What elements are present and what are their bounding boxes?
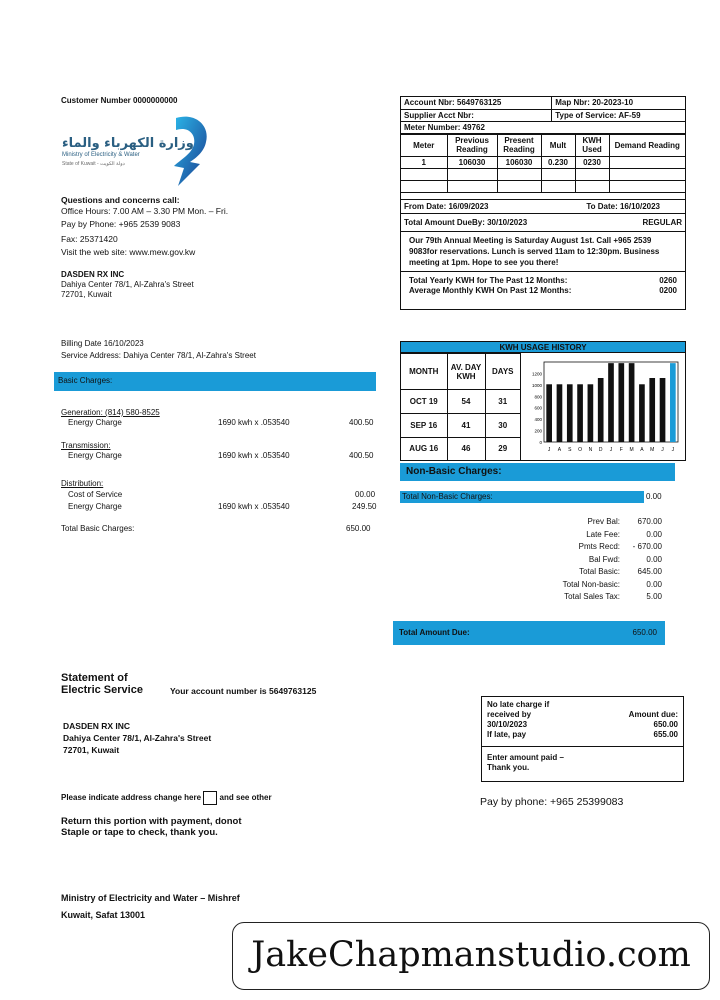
meter-number: Meter Number: 49762 [401, 121, 685, 133]
regular-label: REGULAR [642, 217, 682, 227]
stub-amount: 650.00 [653, 720, 678, 729]
map-number: Map Nbr: 20-2023-10 [552, 97, 685, 109]
account-summary [540, 516, 662, 604]
pay-by-phone-line: Pay by Phone: +965 2539 9083 [61, 219, 181, 229]
address-change-row [61, 791, 272, 805]
logo-arabic-text: وزارة الكهرباء والماء [62, 136, 194, 151]
stub-enter-amount[interactable] [482, 753, 683, 763]
generation-energy-charge: Energy Charge [68, 418, 122, 427]
remit-address-block [63, 720, 211, 756]
kwh-header: DAYS [485, 354, 521, 390]
address-change-text-post: and see other [219, 793, 272, 803]
y-tick-label: 0 [539, 440, 542, 445]
kwh-cell: SEP 16 [401, 414, 447, 438]
summary-label: Prev Bal: [587, 517, 620, 526]
summary-label: Pmts Recd: [578, 542, 620, 551]
chart-bar [608, 363, 614, 442]
total-basic-charges-value: 650.00 [346, 524, 371, 533]
kwh-cell: 54 [447, 390, 485, 414]
kwh-header: MONTH [401, 354, 447, 390]
type-of-service: Type of Service: AF-59 [552, 109, 685, 121]
summary-value: 0.00 [646, 579, 662, 589]
summary-value: 670.00 [637, 517, 662, 526]
cost-of-service-label: Cost of Service [68, 490, 123, 499]
meter-cell: 106030 [497, 156, 541, 168]
y-tick-label: 1200 [531, 371, 542, 377]
y-tick-label: 600 [534, 405, 542, 411]
summary-label: Bal Fwd: [588, 554, 620, 564]
meter-cell [575, 180, 609, 192]
kwh-history-title: KWH USAGE HISTORY [401, 342, 685, 353]
meter-cell [541, 180, 575, 192]
meter-cell: 0.230 [541, 156, 575, 168]
meter-cell [497, 180, 541, 192]
customer-number: Customer Number 0000000000 [61, 96, 178, 105]
x-tick-label: M [650, 447, 655, 453]
address-change-checkbox[interactable] [203, 791, 217, 805]
table-row [401, 180, 685, 192]
customer-name: DASDEN RX INC [61, 270, 125, 279]
transmission-amount: 400.50 [349, 451, 374, 460]
basic-charges-header: Basic Charges: [58, 376, 113, 385]
kwh-cell: 30 [485, 414, 521, 438]
account-info-box [400, 96, 686, 310]
meter-header: KWH Used [575, 134, 609, 156]
logo-sub-text: State of Kuwait - دولة الكويت [62, 161, 125, 167]
x-tick-label: J [661, 447, 664, 453]
meter-cell [609, 156, 685, 168]
list-item [540, 591, 662, 604]
summary-label: Total Sales Tax: [564, 592, 620, 601]
pay-by-phone: Pay by phone: +965 25399083 [480, 796, 624, 808]
x-tick-label: M [629, 447, 634, 453]
meter-header: Mult [541, 134, 575, 156]
meter-cell [609, 168, 685, 180]
non-basic-total-label: Total Non-Basic Charges: [402, 492, 493, 501]
stub-received-by: received by [487, 710, 532, 719]
remit-name: DASDEN RX INC [63, 721, 131, 731]
kwh-history-table [401, 353, 521, 460]
transmission-rate: 1690 kwh x .053540 [218, 451, 290, 460]
meter-cell [447, 180, 497, 192]
generation-rate: 1690 kwh x .053540 [218, 418, 290, 427]
remit-address-line2: 72701, Kuwait [63, 745, 120, 755]
statement-title-line2: Electric Service [61, 684, 143, 696]
customer-address-line1: Dahiya Center 78/1, Al-Zahra's Street [61, 280, 194, 289]
y-tick-label: 800 [534, 394, 542, 400]
date-range [401, 199, 685, 213]
meter-header: Demand Reading [609, 134, 685, 156]
non-basic-header: Non-Basic Charges: [406, 466, 502, 477]
stub-if-late: If late, pay [487, 730, 527, 739]
stub-no-late: No late charge if [487, 700, 550, 709]
chart-bar [629, 363, 635, 442]
x-tick-label: A [640, 447, 644, 453]
kwh-usage-history [400, 341, 686, 461]
customer-address-line2: 72701, Kuwait [61, 290, 112, 299]
total-due-by-row [401, 213, 685, 231]
y-tick-label: 400 [534, 417, 542, 423]
stub-row [482, 730, 683, 740]
meter-cell [575, 168, 609, 180]
yearly-kwh-label: Total Yearly KWH for The Past 12 Months: [409, 275, 568, 285]
meter-cell: 1 [401, 156, 447, 168]
table-row [401, 390, 521, 414]
logo-english-text: Ministry of Electricity & Water [62, 152, 140, 158]
meter-cell [401, 180, 447, 192]
transmission-label: Transmission: [61, 441, 111, 450]
yearly-kwh-value: 0260 [659, 275, 677, 285]
fax-line: Fax: 25371420 [61, 234, 118, 244]
summary-value: 0.00 [646, 554, 662, 564]
meter-header: Previous Reading [447, 134, 497, 156]
distribution-label: Distribution: [61, 479, 104, 488]
from-date: From Date: 16/09/2023 [404, 201, 489, 211]
summary-label: Late Fee: [586, 529, 620, 539]
kwh-totals [401, 271, 685, 296]
total-due-by: Total Amount DueBy: 30/10/2023 [404, 217, 528, 227]
x-tick-label: J [671, 447, 675, 453]
kwh-header: AV. DAY KWH [447, 354, 485, 390]
x-tick-label: J [547, 447, 551, 453]
payment-stub [481, 696, 684, 782]
list-item [540, 541, 662, 554]
kwh-cell: 31 [485, 390, 521, 414]
x-tick-label: S [568, 447, 572, 453]
list-item [540, 554, 662, 567]
stub-amount-due-label: Amount due: [628, 710, 678, 719]
total-basic-charges-label: Total Basic Charges: [61, 524, 135, 533]
table-row [401, 414, 521, 438]
meter-reading-table [401, 134, 685, 193]
chart-bar [557, 384, 563, 442]
total-amount-due-value: 650.00 [632, 628, 657, 637]
meter-cell: 0230 [575, 156, 609, 168]
summary-value: 5.00 [646, 592, 662, 601]
total-amount-due-label: Total Amount Due: [399, 628, 470, 637]
kwh-bar-chart [522, 354, 684, 459]
non-basic-header-bar [400, 463, 675, 481]
kwh-cell: 29 [485, 438, 521, 460]
kwh-cell: 46 [447, 438, 485, 460]
statement-title [61, 672, 143, 696]
x-tick-label: F [619, 447, 623, 453]
total-amount-due-bar [393, 621, 665, 645]
distribution-amount: 249.50 [352, 502, 377, 511]
customer-address-block [61, 270, 194, 300]
chart-bar [618, 363, 624, 442]
table-row [401, 156, 685, 168]
stub-enter-line1: Enter amount paid – [487, 753, 564, 762]
stub-row [482, 700, 683, 710]
meter-cell [497, 168, 541, 180]
website-line: Visit the web site: www.mew.gov.kw [61, 247, 196, 257]
to-date: To Date: 16/10/2023 [586, 201, 660, 211]
annual-meeting-message: Our 79th Annual Meeting is Saturday August 1st. Call +965 2539 9083for reservations. Lunch is served 11am to 12:30pm. Business meeting at 1pm. Hope to see you there! [409, 235, 660, 267]
kwh-cell: OCT 19 [401, 390, 447, 414]
list-item [540, 566, 662, 579]
summary-value: 645.00 [637, 567, 662, 576]
address-change-text: Please indicate address change here [61, 793, 202, 803]
x-tick-label: D [598, 447, 603, 453]
stub-date: 30/10/2023 [487, 720, 528, 729]
list-item [540, 529, 662, 542]
monthly-kwh-value: 0200 [659, 285, 677, 295]
stub-enter-line2: Thank you. [487, 763, 530, 772]
logo-bolt-icon [166, 112, 212, 188]
chart-bar [649, 378, 655, 442]
non-basic-total-bar [400, 491, 644, 503]
generation-amount: 400.50 [349, 418, 374, 427]
chart-bar [660, 378, 666, 442]
generation-label: Generation: (814) 580-8525 [61, 408, 160, 417]
list-item [540, 579, 662, 592]
footer-address [61, 890, 240, 924]
chart-bar [546, 384, 552, 442]
y-tick-label: 200 [534, 428, 542, 434]
non-basic-total-value: 0.00 [646, 492, 662, 501]
contact-block [61, 195, 291, 258]
cost-of-service-amount: 00.00 [355, 490, 376, 499]
x-tick-label: N [588, 447, 593, 453]
service-address: Service Address: Dahiya Center 78/1, Al-Zahra's Street [61, 351, 256, 360]
office-hours: Office Hours: 7.00 AM – 3.30 PM Mon. – Fri. [61, 206, 229, 216]
monthly-kwh-label: Average Monthly KWH On Past 12 Months: [409, 285, 572, 295]
footer-line2: Kuwait, Safat 13001 [61, 910, 146, 920]
meter-header: Meter [401, 134, 447, 156]
meter-header: Present Reading [497, 134, 541, 156]
footer-line1: Ministry of Electricity and Water – Mishref [61, 893, 240, 903]
stub-late-amount: 655.00 [653, 730, 678, 739]
return-line2: Staple or tape to check, thank you. [61, 827, 218, 838]
distribution-energy-charge: Energy Charge [68, 502, 122, 511]
basic-charges-header-bar [54, 372, 376, 391]
distribution-rate: 1690 kwh x .053540 [218, 502, 290, 511]
chart-bar [598, 378, 604, 442]
return-line1: Return this portion with payment, donot [61, 816, 242, 827]
kwh-cell: AUG 16 [401, 438, 447, 460]
billing-block [61, 339, 256, 361]
stub-row [482, 720, 683, 730]
account-number: Account Nbr: 5649763125 [401, 97, 552, 109]
x-tick-label: J [609, 447, 613, 453]
meter-cell [541, 168, 575, 180]
watermark: JakeChapmanstudio.com [232, 922, 710, 990]
summary-label: Total Non-basic: [562, 579, 620, 589]
billing-date: Billing Date 16/10/2023 [61, 339, 144, 348]
transmission-energy-charge: Energy Charge [68, 451, 122, 460]
contact-heading: Questions and concerns call: [61, 195, 180, 205]
statement-title-line1: Statement of [61, 672, 128, 684]
table-row [401, 438, 521, 460]
chart-bar [639, 384, 645, 442]
supplier-account: Supplier Acct Nbr: [401, 109, 552, 121]
kwh-cell: 41 [447, 414, 485, 438]
chart-bar [670, 363, 676, 442]
meter-cell: 106030 [447, 156, 497, 168]
summary-value: - 670.00 [632, 542, 662, 551]
statement-account-line: Your account number is 5649763125 [170, 686, 317, 696]
y-tick-label: 1000 [531, 382, 542, 388]
stub-row [482, 710, 683, 720]
chart-bar [588, 384, 594, 442]
table-row [401, 168, 685, 180]
ministry-logo [60, 112, 212, 192]
meter-cell [401, 168, 447, 180]
remit-address-line1: Dahiya Center 78/1, Al-Zahra's Street [63, 733, 212, 743]
x-tick-label: A [557, 447, 562, 453]
x-tick-label: O [578, 447, 583, 453]
summary-value: 0.00 [646, 529, 662, 539]
summary-label: Total Basic: [579, 567, 620, 576]
chart-bar [567, 384, 573, 442]
meter-cell [447, 168, 497, 180]
meter-cell [609, 180, 685, 192]
return-instructions [61, 816, 242, 838]
list-item [540, 516, 662, 529]
chart-bar [577, 384, 583, 442]
